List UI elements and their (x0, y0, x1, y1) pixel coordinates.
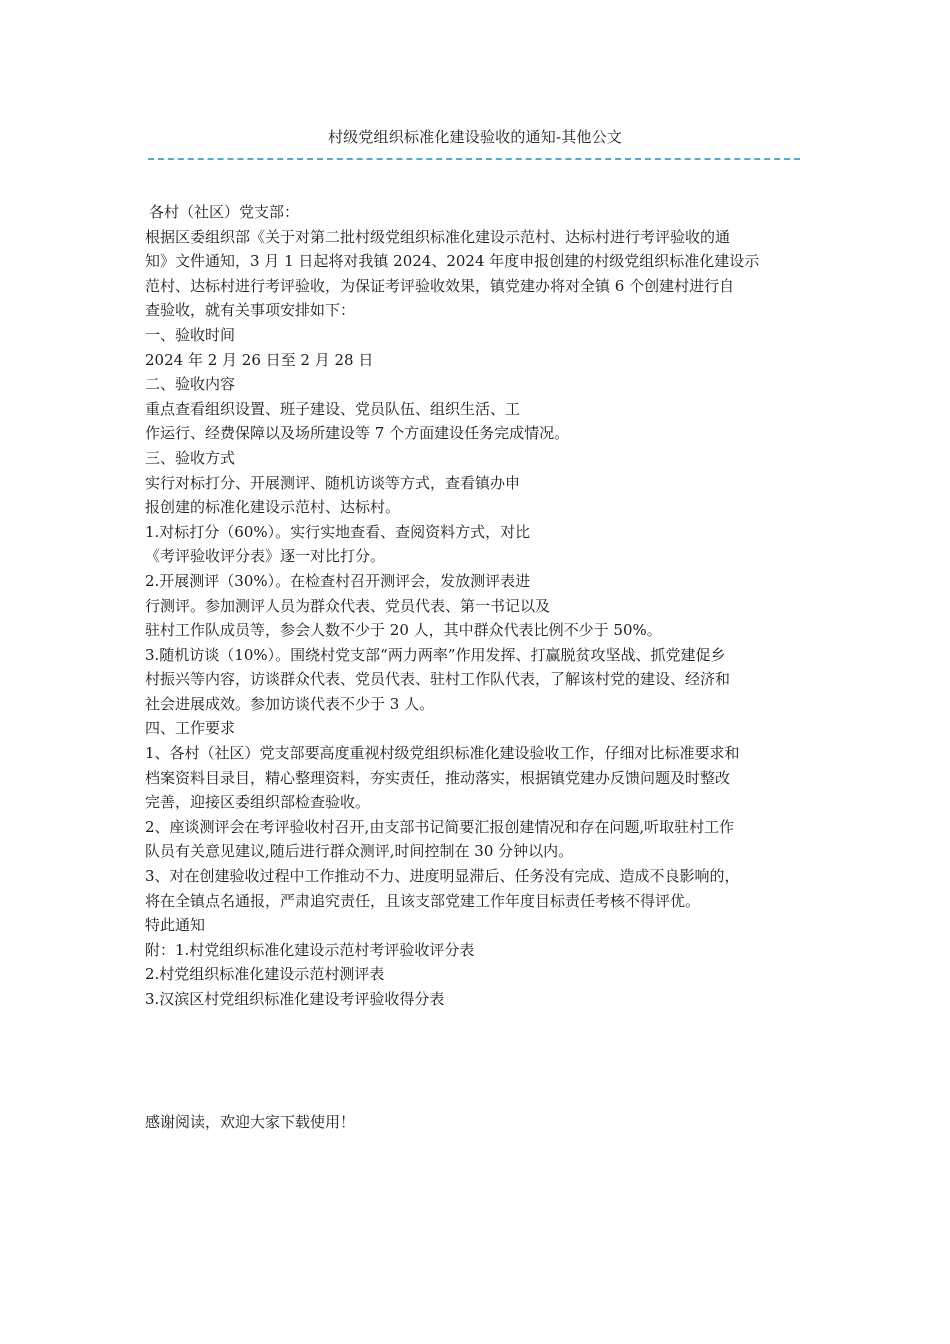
section-heading: 三、验收方式 (145, 448, 236, 467)
section-heading: 一、验收时间 (145, 325, 236, 344)
paragraph-line: 完善，迎接区委组织部检查验收。 (145, 793, 371, 812)
paragraph-line: 根据区委组织部《关于对第二批村级党组织标准化建设示范村、达标村进行考评验收的通 (145, 227, 731, 246)
paragraph-line: 行测评。参加测评人员为群众代表、党员代表、第一书记以及 (145, 596, 551, 615)
paragraph-line: 2.开展测评（30%）。在检查村召开测评会，发放测评表进 (145, 571, 531, 590)
paragraph-line: 2024 年 2 月 26 日至 2 月 28 日 (145, 350, 374, 369)
section-heading: 二、验收内容 (145, 375, 236, 394)
paragraph-line: 《考评验收评分表》逐一对比打分。 (145, 547, 386, 566)
attachment-item: 3.汉滨区村党组织标准化建设考评验收得分表 (145, 990, 445, 1008)
section-acceptance-method (145, 446, 813, 717)
section-heading: 四、工作要求 (145, 719, 236, 738)
paragraph-line: 实行对标打分、开展测评、随机访谈等方式，查看镇办申 (145, 473, 521, 492)
paragraph-line: 查验收，就有关事项安排如下： (145, 301, 356, 320)
paragraph-line: 作运行、经费保障以及场所建设等 7 个方面建设任务完成情况。 (145, 424, 570, 443)
document-body (145, 200, 813, 1134)
paragraph-line: 驻村工作队成员等，参会人数不少于 20 人，其中群众代表比例不少于 50%。 (145, 621, 662, 640)
salutation: 各村（社区）党支部： (149, 203, 300, 221)
paragraph-line: 将在全镇点名通报，严肃追究责任，且该支部党建工作年度目标责任考核不得评优。 (145, 891, 701, 910)
section-acceptance-time (145, 323, 813, 372)
paragraph-line: 报创建的标准化建设示范村、达标村。 (145, 498, 401, 517)
closing-text: 特此通知 (145, 916, 206, 935)
paragraph-line: 档案资料目录目，精心整理资料，夯实责任，推动落实，根据镇党建办反馈问题及时整改 (145, 768, 731, 787)
paragraph-line: 村振兴等内容，访谈群众代表、党员代表、驻村工作队代表，了解该村党的建设、经济和 (145, 670, 731, 689)
section-work-requirements (145, 716, 813, 913)
paragraph-line: 1、各村（社区）党支部要高度重视村级党组织标准化建设验收工作，仔细对比标准要求和 (145, 744, 740, 763)
attachment-item: 附：1.村党组织标准化建设示范村考评验收评分表 (145, 940, 475, 959)
paragraph-line: 范村、达标村进行考评验收，为保证考评验收效果，镇党建办将对全镇 6 个创建村进行自 (145, 276, 735, 295)
paragraph-line: 3.随机访谈（10%）。围绕村党支部“两力两率”作用发挥、打赢脱贫攻坚战、抓党建促乡 (145, 645, 726, 664)
footer-thanks: 感谢阅读，欢迎大家下载使用！ (145, 1112, 356, 1131)
paragraph-line: 3、对在创建验收过程中工作推动不力、进度明显滞后、任务没有完成、造成不良影响的， (145, 867, 740, 886)
attachments-list (145, 938, 813, 1012)
attachment-item: 2.村党组织标准化建设示范村测评表 (145, 965, 385, 984)
paragraph-line: 队员有关意见建议,随后进行群众测评,时间控制在 30 分钟以内。 (145, 842, 574, 861)
blank-space (145, 1012, 813, 1110)
paragraph-line: 社会进展成效。参加访谈代表不少于 3 人。 (145, 694, 435, 713)
paragraph-line: 1.对标打分（60%）。实行实地查看、查阅资料方式，对比 (145, 522, 531, 541)
title-divider (148, 158, 800, 160)
intro-paragraph (145, 225, 813, 323)
section-acceptance-content (145, 372, 813, 446)
paragraph-line: 知》文件通知，3 月 1 日起将对我镇 2024、2024 年度申报创建的村级党组织标准化建设示 (145, 252, 760, 271)
paragraph-line: 2、座谈测评会在考评验收村召开,由支部书记简要汇报创建情况和存在问题,听取驻村工作 (145, 817, 735, 836)
document-title: 村级党组织标准化建设验收的通知-其他公文 (327, 128, 623, 146)
paragraph-line: 重点查看组织设置、班子建设、党员队伍、组织生活、工 (145, 399, 521, 418)
